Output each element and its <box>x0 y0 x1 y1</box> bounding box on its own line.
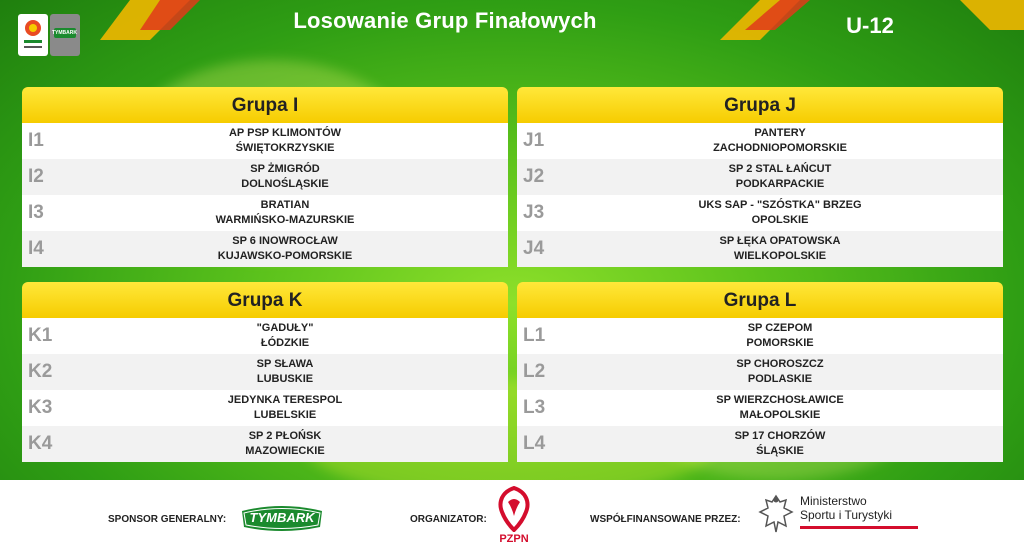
team-region: WARMIŃSKO-MAZURSKIE <box>215 214 355 226</box>
seed-label: I1 <box>28 130 44 151</box>
seed-label: K4 <box>28 433 53 454</box>
tymbark-logo <box>240 503 324 533</box>
ministry-logo <box>756 492 916 538</box>
group-title: Grupa J <box>517 87 1003 123</box>
team-row <box>517 390 1003 426</box>
team-row <box>517 195 1003 231</box>
age-category: U-12 <box>846 13 894 38</box>
team-row <box>517 123 1003 159</box>
team-row <box>517 426 1003 462</box>
team-region: LUBELSKIE <box>253 409 317 421</box>
team-name: SP CZEPOM <box>747 322 813 334</box>
team-region: OPOLSKIE <box>751 214 809 226</box>
team-name: PANTERY <box>754 127 806 139</box>
team-region: MAŁOPOLSKIE <box>739 409 821 421</box>
team-row <box>22 123 508 159</box>
team-row <box>517 354 1003 390</box>
team-region: PODKARPACKIE <box>735 178 825 190</box>
team-name: SP WIERZCHOSŁAWICE <box>716 394 844 406</box>
team-name: SP SŁAWA <box>256 358 314 370</box>
seed-label: L3 <box>523 397 546 418</box>
team-region: ŁÓDZKIE <box>260 337 310 349</box>
team-row <box>22 426 508 462</box>
team-row <box>517 231 1003 267</box>
team-name: BRATIAN <box>260 199 310 211</box>
polish-eagle-icon <box>756 492 796 536</box>
group-card-l <box>517 282 1003 462</box>
team-region: MAZOWIECKIE <box>245 445 325 457</box>
group-rows <box>517 318 1003 462</box>
team-region: PODLASKIE <box>747 373 813 385</box>
seed-label: J4 <box>523 238 545 259</box>
group-rows <box>22 123 508 267</box>
seed-label: K1 <box>28 325 53 346</box>
group-card-i <box>22 87 508 267</box>
team-name: SP 2 PŁOŃSK <box>248 430 322 442</box>
ministry-name-line1: Ministerstwo <box>800 494 867 508</box>
team-region: WIELKOPOLSKIE <box>733 250 827 262</box>
team-name: SP 17 CHORZÓW <box>734 430 826 442</box>
team-region: KUJAWSKO-POMORSKIE <box>217 250 353 262</box>
ministry-name-line2: Sportu i Turystyki <box>800 508 893 522</box>
team-row <box>22 390 508 426</box>
pzpn-logo-text: PZPN <box>499 533 529 545</box>
pzpn-logo <box>494 486 534 548</box>
seed-label: L2 <box>523 361 546 382</box>
team-region: ŚWIĘTOKRZYSKIE <box>235 142 335 154</box>
page-title: Losowanie Grup Finałowych <box>293 8 597 33</box>
team-name: AP PSP KLIMONTÓW <box>228 127 342 139</box>
group-card-k <box>22 282 508 462</box>
team-name: SP ŻMIGRÓD <box>250 163 320 175</box>
team-name: "GADUŁY" <box>256 322 314 334</box>
team-row <box>22 354 508 390</box>
team-row <box>22 231 508 267</box>
seed-label: J2 <box>523 166 545 187</box>
seed-label: I2 <box>28 166 44 187</box>
team-name: SP 2 STAL ŁAŃCUT <box>728 163 832 175</box>
seed-label: K2 <box>28 361 53 382</box>
group-title: Grupa K <box>22 282 508 318</box>
group-rows <box>22 318 508 462</box>
team-name: SP 6 INOWROCŁAW <box>232 235 338 247</box>
team-region: LUBUSKIE <box>256 373 314 385</box>
header <box>0 0 1024 46</box>
team-region: ZACHODNIOPOMORSKIE <box>713 142 847 154</box>
group-title: Grupa I <box>22 87 508 123</box>
group-title: Grupa L <box>517 282 1003 318</box>
seed-label: L4 <box>523 433 546 454</box>
team-name: SP ŁĘKA OPATOWSKA <box>719 235 841 247</box>
tournament-logo <box>18 14 80 56</box>
cofinance-label: WSPÓŁFINANSOWANE PRZEZ: <box>590 514 741 525</box>
pzpn-eagle-icon <box>494 486 534 532</box>
team-region: ŚLĄSKIE <box>756 445 804 457</box>
team-name: JEDYNKA TERESPOL <box>227 394 343 406</box>
seed-label: J1 <box>523 130 545 151</box>
team-name: SP CHOROSZCZ <box>736 358 824 370</box>
tymbark-logo-text: TYMBARK <box>249 510 315 525</box>
seed-label: L1 <box>523 325 546 346</box>
seed-label: I4 <box>28 238 44 259</box>
sponsor-label: SPONSOR GENERALNY: <box>108 514 227 525</box>
seed-label: I3 <box>28 202 44 223</box>
team-row <box>517 159 1003 195</box>
team-row <box>22 318 508 354</box>
team-row <box>517 318 1003 354</box>
team-name: UKS SAP - "SZÓSTKA" BRZEG <box>698 199 862 211</box>
team-region: DOLNOŚLĄSKIE <box>241 178 329 190</box>
logo-text: TYMBARK <box>52 30 77 36</box>
group-card-j <box>517 87 1003 267</box>
team-row <box>22 195 508 231</box>
ministry-accent-line <box>800 526 918 529</box>
organizer-label: ORGANIZATOR: <box>410 514 487 525</box>
group-rows <box>517 123 1003 267</box>
seed-label: K3 <box>28 397 53 418</box>
seed-label: J3 <box>523 202 545 223</box>
sponsor-footer <box>0 480 1024 552</box>
team-region: POMORSKIE <box>746 337 814 349</box>
team-row <box>22 159 508 195</box>
